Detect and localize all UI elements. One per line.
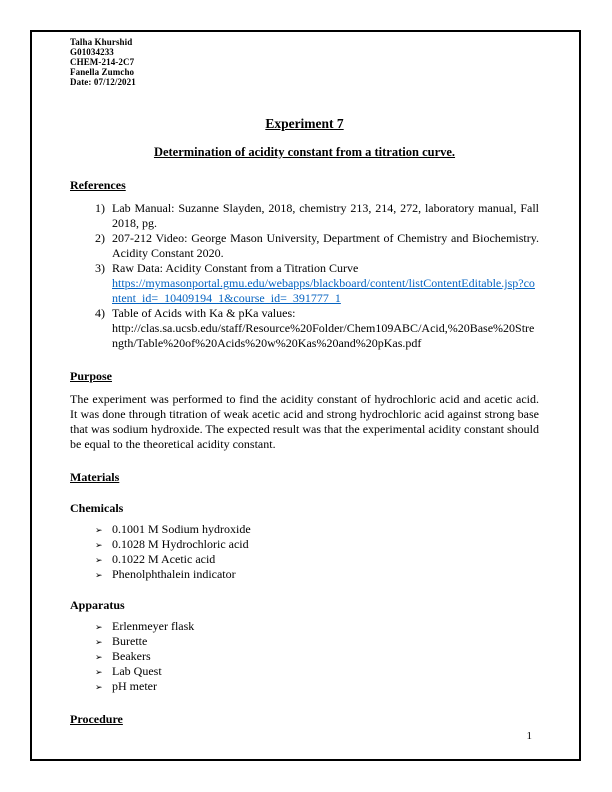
- purpose-paragraph: The experiment was performed to find the acidity constant of hydrochloric acid and acetic acid. It was done through titration of weak acetic acid and strong hydrochloric acid against strong base that was sodium hydroxide. The expected result was that the experimental acidity constant should be equal to the theoretical acidity constant.: [70, 392, 539, 451]
- student-info-block: [70, 37, 539, 87]
- list-item: [95, 634, 539, 649]
- reference-text: Lab Manual: Suzanne Slayden, 2018, chemistry 213, 214, 272, laboratory manual, Fall 2018, pg.: [112, 201, 539, 230]
- references-list: [95, 201, 539, 351]
- list-item-label: 0.1001 M Sodium hydroxide: [112, 522, 251, 536]
- arrow-bullet-icon: ➢: [95, 622, 103, 632]
- student-id: G01034233: [70, 47, 114, 57]
- chemicals-list: [95, 522, 539, 582]
- list-item: [95, 552, 539, 567]
- reference-item: [95, 201, 539, 231]
- list-item: [95, 567, 539, 582]
- reference-item: [95, 261, 539, 306]
- reference-text: 207-212 Video: George Mason University, Department of Chemistry and Biochemistry. Acidity Constant 2020.: [112, 231, 539, 260]
- list-item-label: 0.1022 M Acetic acid: [112, 552, 216, 566]
- reference-text: Table of Acids with Ka & pKa values:: [112, 306, 296, 320]
- document-title: Experiment 7: [265, 116, 344, 131]
- reference-url: http://clas.sa.ucsb.edu/staff/Resource%20Folder/Chem109ABC/Acid,%20Base%20Strength/Table%20of%20Acids%20w%20Kas%20and%20pKas.pdf: [112, 321, 535, 350]
- student-name: Talha Khurshid: [70, 37, 133, 47]
- list-item: [95, 522, 539, 537]
- list-item: [95, 649, 539, 664]
- section-heading-purpose: Purpose: [70, 369, 112, 383]
- reference-item: [95, 231, 539, 261]
- document-subtitle: Determination of acidity constant from a titration curve.: [153, 145, 456, 159]
- list-item: [95, 679, 539, 694]
- list-item-label: pH meter: [112, 679, 157, 693]
- section-heading-procedure: Procedure: [70, 712, 123, 726]
- list-item-label: 0.1028 M Hydrochloric acid: [112, 537, 249, 551]
- instructor-name: Fanella Zumcho: [70, 67, 135, 77]
- list-item: [95, 619, 539, 634]
- arrow-bullet-icon: ➢: [95, 540, 103, 550]
- list-item: [95, 664, 539, 679]
- subsection-heading-chemicals: Chemicals: [70, 501, 124, 515]
- list-item-label: Phenolphthalein indicator: [112, 567, 236, 581]
- arrow-bullet-icon: ➢: [95, 637, 103, 647]
- arrow-bullet-icon: ➢: [95, 570, 103, 580]
- reference-item: [95, 306, 539, 351]
- list-item-label: Erlenmeyer flask: [112, 619, 195, 633]
- section-heading-materials: Materials: [70, 470, 120, 484]
- arrow-bullet-icon: ➢: [95, 667, 103, 677]
- report-date: Date: 07/12/2021: [70, 77, 136, 87]
- section-heading-references: References: [70, 178, 126, 192]
- reference-text: Raw Data: Acidity Constant from a Titration Curve: [112, 261, 359, 275]
- page-content: [70, 37, 539, 727]
- arrow-bullet-icon: ➢: [95, 682, 103, 692]
- list-item-label: Beakers: [112, 649, 151, 663]
- list-item-label: Lab Quest: [112, 664, 162, 678]
- arrow-bullet-icon: ➢: [95, 525, 103, 535]
- apparatus-list: [95, 619, 539, 694]
- subsection-heading-apparatus: Apparatus: [70, 598, 125, 612]
- list-item-label: Burette: [112, 634, 148, 648]
- course-code: CHEM-214-2C7: [70, 57, 135, 67]
- page-number: 1: [526, 730, 532, 742]
- arrow-bullet-icon: ➢: [95, 555, 103, 565]
- reference-hyperlink[interactable]: https://mymasonportal.gmu.edu/webapps/blackboard/content/listContentEditable.jsp?content_id=_10409194_1&course_id=_391777_1: [112, 276, 535, 305]
- arrow-bullet-icon: ➢: [95, 652, 103, 662]
- list-item: [95, 537, 539, 552]
